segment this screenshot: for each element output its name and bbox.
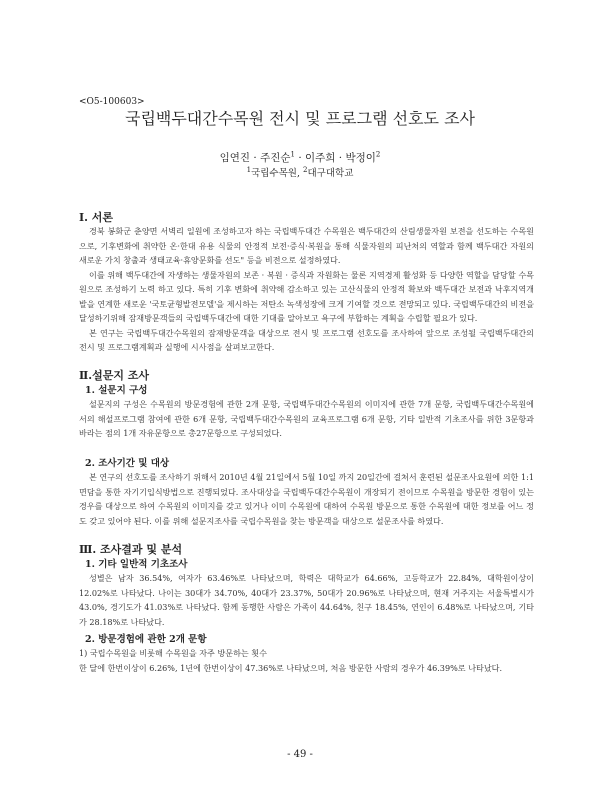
affiliation-name: 국립수목원, <box>251 168 304 179</box>
paragraph: 이를 위해 백두대간에 자생하는 생물자원의 보존 · 복원 · 증식과 자원화는 물론 지역경제 활성화 등 다양한 역할을 담당할 수목원으로 조성하기 노력 하고 있다. 특히 기후 변화에 취약해 감소하고 있는 고산식물의 안정적 확보와 백두대간 보전과 낙후지역개발을 연계한 새로운 '국토균형발전모델'을 제시하는 저탄소 녹색성장에 크게 기여할 것으로 전망되고 있다. 국립백두대간의 비전을 달성하기위해 잠재방문객들의 국립백두대간에 대한 기대를 알아보고 욕구에 부합하는 계획을 수립할 필요가 있다. <box>79 269 534 323</box>
author-superscript: 1 <box>290 150 295 159</box>
affiliation-name: 대구대학교 <box>307 168 354 179</box>
subsection-heading-period: 2. 조사기간 및 대상 <box>85 458 170 469</box>
affiliation-line <box>0 165 600 179</box>
paragraph: 설문지의 구성은 수목원의 방문경험에 관한 2개 문항, 국립백두대간수목원의 이미지에 관한 7개 문항, 국립백두대간수목원에 서의 해설프로그램 참여에 관한 6개 문항, 국립백두대간수목원의 교육프로그램 6개 문항, 기타 일반적 기초조사를 위한 3문항과 바라는 점의 1개 자유문항으로 총27문항으로 구성되었다. <box>79 399 534 438</box>
abstract-code: <O5-100603> <box>79 97 145 107</box>
paragraph: 성별은 남자 36.54%, 여자가 63.46%로 나타났으며, 학력은 대학교가 64.66%, 고등학교가 22.84%, 대학원이상이 12.02%로 나타났다. 나이는 30대가 34.70%, 40대가 23.37%, 50대가 20.96%로 나타났으며, 현재 거주지는 서울특별시가 43.0%, 경기도가 41.03%로 나타났다. 함께 동행한 사람은 가족이 44.64%, 친구 18.45%, 연인이 6.48%로 나타났으며, 기타가 28.18%로 나타났다. <box>79 573 534 627</box>
period-body <box>79 470 534 528</box>
section-heading-results: Ⅲ. 조사결과 및 분석 <box>79 543 183 556</box>
paper-title: 국립백두대간수목원 전시 및 프로그램 선호도 조사 <box>124 109 475 128</box>
introduction-body <box>79 224 534 355</box>
author-name: 이주희 <box>305 152 336 164</box>
paragraph: 본 연구의 선호도를 조사하기 위해서 2010년 4월 21일에서 5월 10일 까지 20일간에 걸쳐서 훈련된 설문조사요원에 의한 1:1 면담을 통한 자기기입식방법으로 진행되었다. 조사대상을 국립백두대간수목원이 개장되기 전이므로 수목원을 방문한 경험이 있는 경우를 대상으로 하여 수목원의 이미지를 갖고 있거나 이미 수목원에 대하여 수목원 방문으로 통한 수목원에 대한 정보를 어느 정도 갖고 있어야 된다. 이를 위해 설문지조사를 국립수목원을 찾는 방문객을 대상으로 설문조사를 하였다. <box>79 472 534 526</box>
basic-survey-body <box>79 571 534 629</box>
author-separator: · <box>250 152 261 164</box>
section-heading-survey: Ⅱ.설문지 조사 <box>79 369 150 382</box>
paragraph: 본 연구는 국립백두대간수목원의 잠재방문객을 대상으로 전시 및 프로그램 선호도를 조사하여 앞으로 조성될 국립백두대간의 전시 및 프로그램계획과 실행에 시사점을 살펴보고한다. <box>79 327 534 352</box>
page-number: - 49 - <box>287 749 313 760</box>
author-name: 주진순 <box>260 152 291 164</box>
affiliation-superscript: 1 <box>246 165 252 174</box>
section-heading-introduction: Ⅰ. 서론 <box>79 211 114 224</box>
subsection-heading-visit: 2. 방문경험에 관한 2개 문항 <box>85 634 207 645</box>
paragraph: 경북 봉화군 춘양면 서벽리 일원에 조성하고자 하는 국립백두대간 수목원은 백두대간의 산림생물자원 보전을 선도하는 수목원으로, 기후변화에 취약한 온·한대 유용 식물의 안정적 보전·증식·복원을 통해 식물자원의 피난처의 역할과 함께 백두대간 자원의 새로운 가치 창출과 생태교육·휴양문화를 선도" 등을 비전으로 설정하였다. <box>79 226 534 265</box>
subsection-heading-questionnaire: 1. 설문지 구성 <box>85 385 148 396</box>
author-list <box>0 150 600 165</box>
questionnaire-body <box>79 397 534 441</box>
author-name: 박정이 <box>345 152 376 164</box>
author-separator: · <box>335 152 346 164</box>
author-superscript: 2 <box>375 150 381 159</box>
author-name: 임연진 <box>219 152 251 164</box>
visit-question: 1) 국립수목원을 비롯해 수목원을 자주 방문하는 횟수 <box>79 648 267 658</box>
visit-answer: 한 달에 한번이상이 6.26%, 1년에 한번이상이 47.36%로 나타났으며, 처음 방문한 사람의 경우가 46.39%로 나타났다. <box>79 663 503 673</box>
affiliation-superscript: 2 <box>303 165 308 174</box>
subsection-heading-basic: 1. 기타 일반적 기초조사 <box>85 559 188 570</box>
author-separator: · <box>294 152 305 164</box>
